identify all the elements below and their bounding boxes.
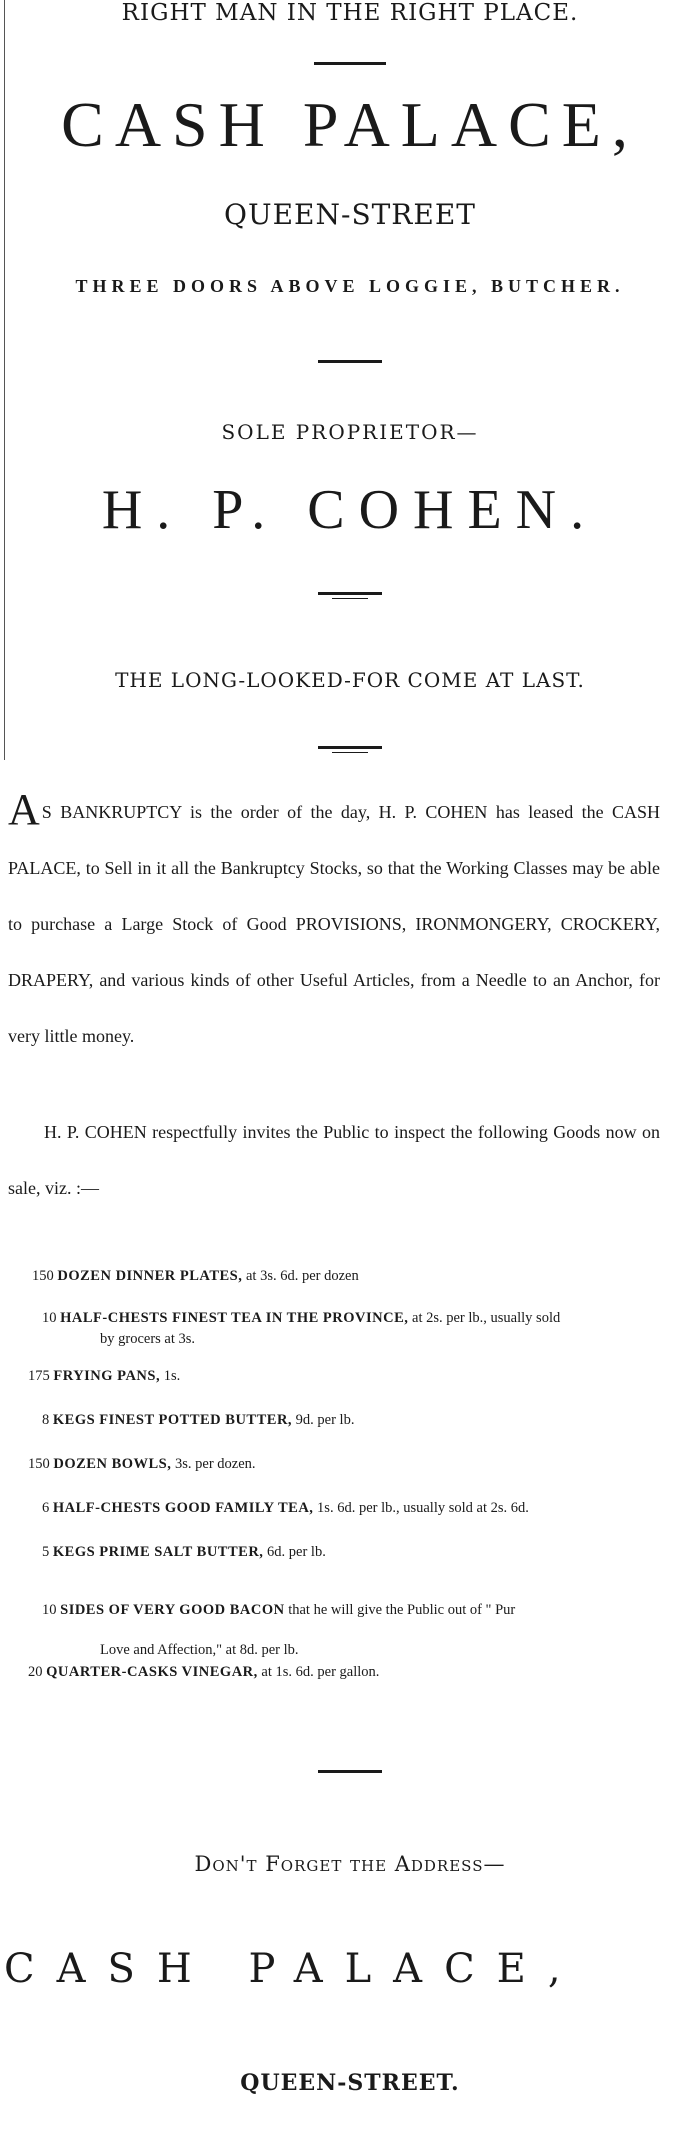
list-item: 150 DOZEN DINNER PLATES, at 3s. 6d. per dozen: [32, 1268, 359, 1284]
address-reminder: Don't Forget the Address—: [194, 1852, 506, 1876]
divider-rule: [0, 746, 700, 753]
list-item: 8 KEGS FINEST POTTED BUTTER, 9d. per lb.: [42, 1412, 355, 1428]
goods-list: [28, 1268, 688, 1708]
footer-store-name: CASH PALACE,: [4, 1946, 583, 1992]
tagline: THE LONG-LOOKED-FOR COME AT LAST.: [115, 668, 585, 692]
list-item: 10 SIDES OF VERY GOOD BACON that he will give the Public out of " Pur Love and Affection," at 8d. per lb.: [42, 1602, 516, 1658]
street-name: QUEEN-STREET: [224, 198, 476, 231]
list-item: 175 FRYING PANS, 1s.: [28, 1368, 181, 1384]
list-item: 20 QUARTER-CASKS VINEGAR, at 1s. 6d. per gallon.: [28, 1664, 380, 1680]
list-item: 6 HALF-CHESTS GOOD FAMILY TEA, 1s. 6d. per lb., usually sold at 2s. 6d.: [42, 1500, 529, 1516]
proprietor-name: H. P. COHEN.: [101, 479, 599, 541]
headline: RIGHT MAN IN THE RIGHT PLACE.: [121, 0, 579, 26]
divider-rule: [0, 62, 700, 65]
drop-cap: A: [8, 785, 40, 834]
list-item: 150 DOZEN BOWLS, 3s. per dozen.: [28, 1456, 256, 1472]
divider-rule: [0, 360, 700, 363]
footer-street-name: QUEEN-STREET.: [240, 2070, 460, 2096]
divider-rule: [0, 592, 700, 599]
list-item: 10 HALF-CHESTS FINEST TEA IN THE PROVINCE, at 2s. per lb., usually sold by grocers at 3s.: [42, 1310, 561, 1347]
list-item: 5 KEGS PRIME SALT BUTTER, 6d. per lb.: [42, 1544, 326, 1560]
proprietor-label: SOLE PROPRIETOR—: [221, 420, 479, 444]
store-name-title: CASH PALACE,: [61, 89, 639, 160]
intro-paragraph: [8, 784, 660, 1064]
divider-rule: [0, 1770, 700, 1773]
intro-text: S BANKRUPTCY is the order of the day, H. P. COHEN has leased the CASH PALACE, to Sell in it all the Bankruptcy Stocks, so that the Working Classes may be able to purchase a Large Stock of Good PROVISIONS, IRONMONGERY, CROCKERY, DRAPERY, and various kinds of other Useful Articles, from a Needle to an Anchor, for very little money.: [8, 802, 660, 1046]
location-note: THREE DOORS ABOVE LOGGIE, BUTCHER.: [75, 276, 625, 296]
invitation-paragraph: H. P. COHEN respectfully invites the Public to inspect the following Goods now on sale, viz. :—: [8, 1122, 660, 1198]
